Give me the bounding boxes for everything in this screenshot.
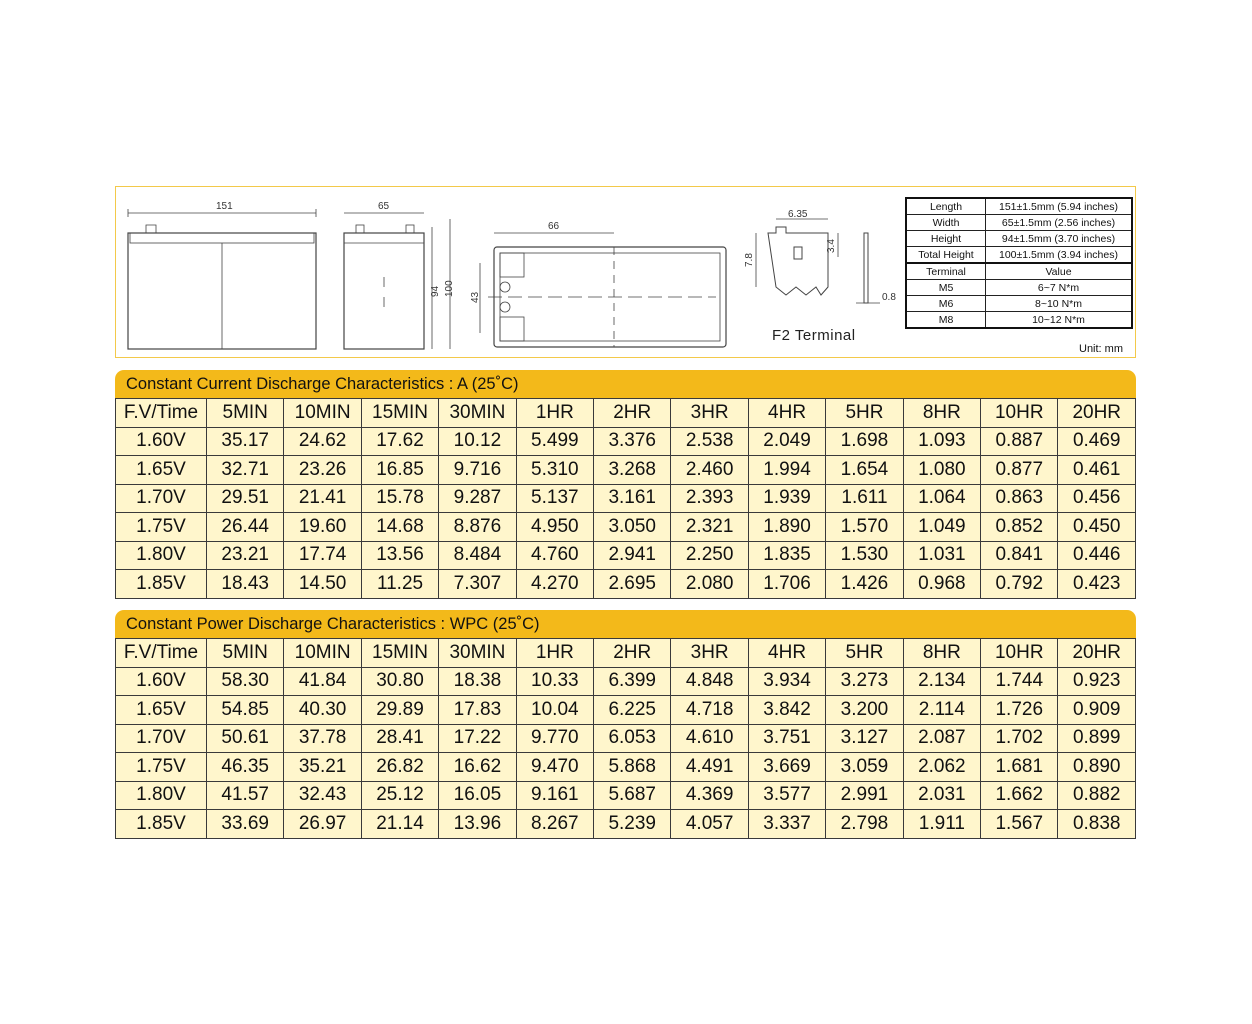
spec-label: Total Height xyxy=(906,247,986,264)
table-cell: 0.841 xyxy=(981,541,1058,570)
table-cell: 26.97 xyxy=(284,810,361,839)
table-cell: 5.868 xyxy=(594,753,671,782)
column-header: 15MIN xyxy=(361,399,438,428)
table-cell: 9.770 xyxy=(516,724,593,753)
table-cell: 0.909 xyxy=(1058,696,1136,725)
table-cell: 1.570 xyxy=(826,513,903,542)
table-cell: 2.798 xyxy=(826,810,903,839)
table-cell: 3.127 xyxy=(826,724,903,753)
table-cell: 23.21 xyxy=(207,541,284,570)
table-cell: 18.38 xyxy=(439,667,516,696)
column-header: 3HR xyxy=(671,639,748,668)
table-cell: 2.114 xyxy=(903,696,980,725)
table-cell: 0.792 xyxy=(981,570,1058,599)
column-header: 8HR xyxy=(903,399,980,428)
table-cell: 4.950 xyxy=(516,513,593,542)
table-cell: 1.706 xyxy=(748,570,825,599)
table-cell: 3.050 xyxy=(594,513,671,542)
column-header: 8HR xyxy=(903,639,980,668)
torque-label: M5 xyxy=(906,280,986,296)
dimension-drawing-panel xyxy=(115,186,1136,358)
table-cell: 1.744 xyxy=(981,667,1058,696)
spec-label: Height xyxy=(906,231,986,247)
table-cell: 10.12 xyxy=(439,427,516,456)
spec-row xyxy=(906,198,1132,215)
column-header: 3HR xyxy=(671,399,748,428)
spec-value: 65±1.5mm (2.56 inches) xyxy=(986,215,1133,231)
table-cell: 35.17 xyxy=(207,427,284,456)
table-cell: 16.05 xyxy=(439,781,516,810)
table-cell: 0.852 xyxy=(981,513,1058,542)
power-discharge-title: Constant Power Discharge Characteristics : WPC (25˚C) xyxy=(115,610,1136,638)
dim-top-length-label: 66 xyxy=(548,221,560,232)
table-cell: 24.62 xyxy=(284,427,361,456)
table-cell: 9.716 xyxy=(439,456,516,485)
table-row xyxy=(116,753,1136,782)
table-cell: 18.43 xyxy=(207,570,284,599)
table-cell: 0.877 xyxy=(981,456,1058,485)
table-cell: 1.426 xyxy=(826,570,903,599)
table-cell: 1.064 xyxy=(903,484,980,513)
table-cell: 19.60 xyxy=(284,513,361,542)
table-cell: 10.04 xyxy=(516,696,593,725)
column-header: 1HR xyxy=(516,399,593,428)
column-header-voltage: F.V/Time xyxy=(116,639,207,668)
table-cell: 1.911 xyxy=(903,810,980,839)
table-cell: 5.499 xyxy=(516,427,593,456)
table-cell: 2.393 xyxy=(671,484,748,513)
table-cell: 37.78 xyxy=(284,724,361,753)
table-cell: 2.049 xyxy=(748,427,825,456)
spec-label: Length xyxy=(906,198,986,215)
column-header: 10HR xyxy=(981,399,1058,428)
dim-top-width-label: 43 xyxy=(470,291,481,303)
table-row xyxy=(116,781,1136,810)
table-cell: 11.25 xyxy=(361,570,438,599)
table-cell: 2.080 xyxy=(671,570,748,599)
torque-row xyxy=(906,296,1132,312)
column-header: 5MIN xyxy=(207,639,284,668)
column-header: 4HR xyxy=(748,399,825,428)
dim-height-label: 94 xyxy=(430,285,441,297)
power-discharge-table xyxy=(115,638,1136,839)
torque-value: 8~10 N*m xyxy=(986,296,1133,312)
table-cell: 14.50 xyxy=(284,570,361,599)
table-cell: 58.30 xyxy=(207,667,284,696)
column-header: 10MIN xyxy=(284,399,361,428)
table-cell: 4.610 xyxy=(671,724,748,753)
table-row xyxy=(116,456,1136,485)
table-cell: 0.863 xyxy=(981,484,1058,513)
table-row xyxy=(116,484,1136,513)
table-cell: 17.74 xyxy=(284,541,361,570)
table-cell: 5.239 xyxy=(594,810,671,839)
table-cell: 3.669 xyxy=(748,753,825,782)
dim-side-width-label: 65 xyxy=(378,201,390,212)
table-cell: 35.21 xyxy=(284,753,361,782)
row-label-voltage: 1.85V xyxy=(116,810,207,839)
table-cell: 5.137 xyxy=(516,484,593,513)
table-cell: 4.760 xyxy=(516,541,593,570)
table-cell: 0.882 xyxy=(1058,781,1136,810)
column-header: 10HR xyxy=(981,639,1058,668)
table-cell: 1.939 xyxy=(748,484,825,513)
table-cell: 5.687 xyxy=(594,781,671,810)
table-cell: 28.41 xyxy=(361,724,438,753)
table-cell: 29.51 xyxy=(207,484,284,513)
table-cell: 0.923 xyxy=(1058,667,1136,696)
spec-row xyxy=(906,231,1132,247)
table-cell: 17.83 xyxy=(439,696,516,725)
table-cell: 0.887 xyxy=(981,427,1058,456)
column-header: 30MIN xyxy=(439,639,516,668)
table-cell: 2.695 xyxy=(594,570,671,599)
table-cell: 2.087 xyxy=(903,724,980,753)
table-cell: 6.225 xyxy=(594,696,671,725)
table-cell: 41.84 xyxy=(284,667,361,696)
table-cell: 29.89 xyxy=(361,696,438,725)
table-cell: 32.71 xyxy=(207,456,284,485)
table-cell: 25.12 xyxy=(361,781,438,810)
table-cell: 30.80 xyxy=(361,667,438,696)
unit-note: Unit: mm xyxy=(1079,343,1123,355)
table-cell: 1.994 xyxy=(748,456,825,485)
table-cell: 17.22 xyxy=(439,724,516,753)
table-cell: 0.469 xyxy=(1058,427,1136,456)
table-cell: 3.577 xyxy=(748,781,825,810)
table-cell: 32.43 xyxy=(284,781,361,810)
table-cell: 1.530 xyxy=(826,541,903,570)
dim-total-height-label: 100 xyxy=(444,280,455,297)
table-cell: 3.842 xyxy=(748,696,825,725)
torque-row xyxy=(906,280,1132,296)
table-cell: 2.031 xyxy=(903,781,980,810)
dim-terminal-height-label: 7.8 xyxy=(744,253,755,267)
table-cell: 9.470 xyxy=(516,753,593,782)
column-header: 5HR xyxy=(826,399,903,428)
current-discharge-section xyxy=(115,370,1136,599)
column-header: 20HR xyxy=(1058,399,1136,428)
table-cell: 2.250 xyxy=(671,541,748,570)
table-cell: 3.268 xyxy=(594,456,671,485)
table-cell: 9.287 xyxy=(439,484,516,513)
table-cell: 1.698 xyxy=(826,427,903,456)
table-cell: 2.941 xyxy=(594,541,671,570)
row-label-voltage: 1.65V xyxy=(116,696,207,725)
table-row xyxy=(116,513,1136,542)
row-label-voltage: 1.60V xyxy=(116,427,207,456)
row-label-voltage: 1.60V xyxy=(116,667,207,696)
column-header: 5HR xyxy=(826,639,903,668)
table-cell: 6.399 xyxy=(594,667,671,696)
table-cell: 1.681 xyxy=(981,753,1058,782)
table-cell: 0.968 xyxy=(903,570,980,599)
table-cell: 1.567 xyxy=(981,810,1058,839)
terminal-caption: F2 Terminal xyxy=(772,327,856,344)
table-cell: 50.61 xyxy=(207,724,284,753)
torque-row xyxy=(906,312,1132,329)
torque-header-label: Terminal xyxy=(906,263,986,280)
row-label-voltage: 1.80V xyxy=(116,781,207,810)
table-row xyxy=(116,570,1136,599)
table-cell: 8.484 xyxy=(439,541,516,570)
column-header: 2HR xyxy=(594,399,671,428)
spec-row xyxy=(906,247,1132,264)
table-cell: 1.049 xyxy=(903,513,980,542)
spec-value: 100±1.5mm (3.94 inches) xyxy=(986,247,1133,264)
row-label-voltage: 1.70V xyxy=(116,484,207,513)
table-cell: 0.456 xyxy=(1058,484,1136,513)
column-header: 2HR xyxy=(594,639,671,668)
table-cell: 10.33 xyxy=(516,667,593,696)
table-row xyxy=(116,724,1136,753)
column-header: 20HR xyxy=(1058,639,1136,668)
table-cell: 2.062 xyxy=(903,753,980,782)
row-label-voltage: 1.80V xyxy=(116,541,207,570)
table-cell: 3.161 xyxy=(594,484,671,513)
row-label-voltage: 1.65V xyxy=(116,456,207,485)
current-discharge-title: Constant Current Discharge Characteristics : A (25˚C) xyxy=(115,370,1136,398)
dim-terminal-hole-label: 3.4 xyxy=(826,239,837,253)
table-cell: 6.053 xyxy=(594,724,671,753)
table-cell: 0.450 xyxy=(1058,513,1136,542)
table-cell: 15.78 xyxy=(361,484,438,513)
table-cell: 4.270 xyxy=(516,570,593,599)
table-cell: 26.44 xyxy=(207,513,284,542)
row-label-voltage: 1.85V xyxy=(116,570,207,599)
table-cell: 7.307 xyxy=(439,570,516,599)
table-cell: 21.41 xyxy=(284,484,361,513)
table-cell: 1.702 xyxy=(981,724,1058,753)
table-cell: 1.031 xyxy=(903,541,980,570)
table-cell: 9.161 xyxy=(516,781,593,810)
current-discharge-table xyxy=(115,398,1136,599)
column-header: 10MIN xyxy=(284,639,361,668)
table-cell: 4.718 xyxy=(671,696,748,725)
table-cell: 3.273 xyxy=(826,667,903,696)
power-discharge-section xyxy=(115,610,1136,839)
table-cell: 1.835 xyxy=(748,541,825,570)
table-row xyxy=(116,810,1136,839)
dim-front-width-label: 151 xyxy=(216,201,233,212)
table-cell: 1.654 xyxy=(826,456,903,485)
table-cell: 2.460 xyxy=(671,456,748,485)
dim-terminal-thickness-label: 0.8 xyxy=(882,292,896,303)
table-cell: 1.611 xyxy=(826,484,903,513)
table-cell: 41.57 xyxy=(207,781,284,810)
table-cell: 4.491 xyxy=(671,753,748,782)
table-cell: 8.876 xyxy=(439,513,516,542)
table-cell: 54.85 xyxy=(207,696,284,725)
table-cell: 1.080 xyxy=(903,456,980,485)
table-cell: 0.461 xyxy=(1058,456,1136,485)
table-cell: 33.69 xyxy=(207,810,284,839)
table-cell: 3.376 xyxy=(594,427,671,456)
table-cell: 21.14 xyxy=(361,810,438,839)
table-cell: 2.538 xyxy=(671,427,748,456)
column-header: 1HR xyxy=(516,639,593,668)
column-header: 4HR xyxy=(748,639,825,668)
table-cell: 46.35 xyxy=(207,753,284,782)
row-label-voltage: 1.75V xyxy=(116,753,207,782)
table-cell: 14.68 xyxy=(361,513,438,542)
table-cell: 16.85 xyxy=(361,456,438,485)
table-cell: 1.890 xyxy=(748,513,825,542)
table-header-row xyxy=(116,639,1136,668)
torque-label: M6 xyxy=(906,296,986,312)
spec-value: 151±1.5mm (5.94 inches) xyxy=(986,198,1133,215)
row-label-voltage: 1.75V xyxy=(116,513,207,542)
torque-header-value: Value xyxy=(986,263,1133,280)
table-row xyxy=(116,667,1136,696)
table-cell: 4.848 xyxy=(671,667,748,696)
spec-row xyxy=(906,215,1132,231)
table-cell: 2.134 xyxy=(903,667,980,696)
column-header-voltage: F.V/Time xyxy=(116,399,207,428)
table-cell: 0.838 xyxy=(1058,810,1136,839)
table-cell: 5.310 xyxy=(516,456,593,485)
table-cell: 2.321 xyxy=(671,513,748,542)
table-cell: 1.726 xyxy=(981,696,1058,725)
table-row xyxy=(116,427,1136,456)
table-row xyxy=(116,696,1136,725)
table-cell: 0.890 xyxy=(1058,753,1136,782)
table-cell: 3.934 xyxy=(748,667,825,696)
torque-header-row xyxy=(906,263,1132,280)
torque-value: 10~12 N*m xyxy=(986,312,1133,329)
column-header: 5MIN xyxy=(207,399,284,428)
spec-table xyxy=(905,197,1133,329)
table-cell: 0.423 xyxy=(1058,570,1136,599)
table-cell: 4.057 xyxy=(671,810,748,839)
table-cell: 3.059 xyxy=(826,753,903,782)
table-cell: 13.96 xyxy=(439,810,516,839)
table-cell: 17.62 xyxy=(361,427,438,456)
column-header: 30MIN xyxy=(439,399,516,428)
table-cell: 1.093 xyxy=(903,427,980,456)
table-cell: 2.991 xyxy=(826,781,903,810)
table-cell: 3.200 xyxy=(826,696,903,725)
table-cell: 8.267 xyxy=(516,810,593,839)
table-cell: 13.56 xyxy=(361,541,438,570)
table-cell: 3.337 xyxy=(748,810,825,839)
column-header: 15MIN xyxy=(361,639,438,668)
table-cell: 1.662 xyxy=(981,781,1058,810)
table-cell: 16.62 xyxy=(439,753,516,782)
table-header-row xyxy=(116,399,1136,428)
torque-label: M8 xyxy=(906,312,986,329)
table-cell: 3.751 xyxy=(748,724,825,753)
spec-label: Width xyxy=(906,215,986,231)
spec-value: 94±1.5mm (3.70 inches) xyxy=(986,231,1133,247)
table-cell: 26.82 xyxy=(361,753,438,782)
row-label-voltage: 1.70V xyxy=(116,724,207,753)
table-row xyxy=(116,541,1136,570)
table-cell: 0.446 xyxy=(1058,541,1136,570)
table-cell: 0.899 xyxy=(1058,724,1136,753)
torque-value: 6~7 N*m xyxy=(986,280,1133,296)
table-cell: 40.30 xyxy=(284,696,361,725)
dim-terminal-width-label: 6.35 xyxy=(788,209,808,220)
table-cell: 23.26 xyxy=(284,456,361,485)
table-cell: 4.369 xyxy=(671,781,748,810)
